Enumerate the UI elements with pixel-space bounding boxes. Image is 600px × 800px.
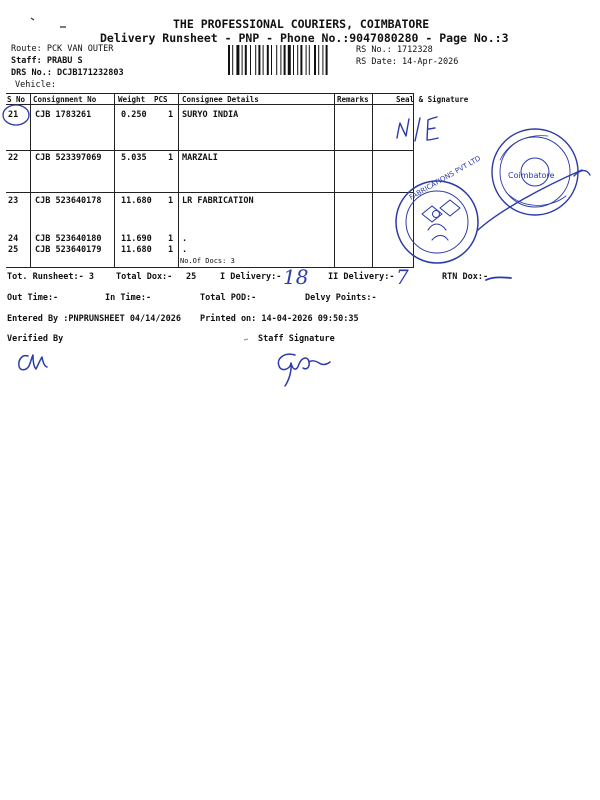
col-remarks: Remarks: [337, 95, 369, 104]
col-seal: Seal & Signature: [396, 95, 469, 104]
round-stamp-text: Coimbatore: [508, 171, 555, 180]
staff-signature-label: Staff Signature: [258, 334, 335, 344]
col-consignment: Consignment No: [33, 95, 97, 104]
circled-row-21-icon: [3, 105, 29, 125]
runsheet-subtitle: Delivery Runsheet - PNP - Phone No.:9047080280 - Page No.:3: [100, 31, 509, 45]
i-delivery-handwritten: 18: [283, 265, 309, 289]
vehicle-label: Vehicle:: [15, 80, 56, 90]
no-of-docs: No.Of Docs: 3: [180, 257, 235, 265]
row-23-consignee: LR FABRICATION: [182, 196, 254, 206]
delvy-points: Delvy Points:-: [305, 293, 377, 303]
entered-by: Entered By :PNPRUNSHEET 04/14/2026: [7, 314, 181, 324]
drs-number: DRS No.: DCJB171232803: [11, 68, 124, 78]
rtn-dox-label: RTN Dox:-: [442, 272, 489, 282]
row-21-weight: 0.250: [121, 110, 147, 120]
staff-label: Staff: PRABU S: [11, 56, 83, 66]
i-delivery-label: I Delivery:-: [220, 272, 282, 282]
row-25-sno: 25: [8, 245, 19, 255]
row-21-consignment: CJB 1783261: [35, 110, 92, 120]
out-time: Out Time:-: [7, 293, 59, 303]
row-21-pcs: 1: [168, 110, 174, 120]
in-time: In Time:-: [105, 293, 152, 303]
row-25-consignment: CJB 523640179: [35, 245, 102, 255]
row-24-pcs: 1: [168, 234, 174, 244]
stray-mark-icon: [244, 339, 248, 340]
row-23-pcs: 1: [168, 196, 174, 206]
col-weight: Weight: [118, 95, 146, 104]
row-23-consignment: CJB 523640178: [35, 196, 102, 206]
verified-by: Verified By: [7, 334, 64, 344]
row-24-consignment: CJB 523640180: [35, 234, 102, 244]
row-21-sno: 21: [8, 110, 19, 120]
company-stamp-text: FABRICATIONS PVT LTD: [408, 154, 483, 202]
row-23-weight: 11.680: [121, 196, 152, 206]
staff-signature-icon: [278, 354, 330, 386]
verified-signature-icon: [19, 355, 47, 370]
ii-delivery-handwritten: 7: [396, 265, 409, 289]
row-24-consignee: .: [182, 234, 188, 244]
total-dox-value: 25: [186, 272, 197, 282]
row-25-consignee: .: [182, 245, 188, 255]
row-22-consignment: CJB 523397069: [35, 153, 102, 163]
col-pcs: PCS: [154, 95, 168, 104]
row-23-sno: 23: [8, 196, 19, 206]
handwritten-remark-ne-icon: [397, 117, 438, 141]
total-pod: Total POD:-: [200, 293, 257, 303]
row-22-pcs: 1: [168, 153, 174, 163]
stray-mark-icon: [31, 18, 34, 20]
row-22-consignee: MARZALI: [182, 153, 218, 163]
row-25-weight: 11.680: [121, 245, 152, 255]
row-22-sno: 22: [8, 153, 19, 163]
row-24-sno: 24: [8, 234, 19, 244]
row-21-consignee: SURYO INDIA: [182, 110, 239, 120]
tot-runsheet: Tot. Runsheet:- 3: [7, 272, 94, 282]
col-sno: S No: [7, 95, 26, 104]
company-stamp-icon: [396, 181, 478, 263]
ii-delivery-label: II Delivery:-: [328, 272, 395, 282]
row-24-weight: 11.690: [121, 234, 152, 244]
total-dox-label: Total Dox:-: [116, 272, 173, 282]
row-22-weight: 5.035: [121, 153, 147, 163]
col-consignee: Consignee Details: [182, 95, 259, 104]
row-25-pcs: 1: [168, 245, 174, 255]
company-title: THE PROFESSIONAL COURIERS, COIMBATORE: [173, 17, 430, 31]
printed-on: Printed on: 14-04-2026 09:50:35: [200, 314, 359, 324]
route-label: Route: PCK VAN OUTER: [11, 44, 114, 54]
rs-number: RS No.: 1712328: [356, 45, 433, 55]
rs-date: RS Date: 14-Apr-2026: [356, 57, 459, 67]
